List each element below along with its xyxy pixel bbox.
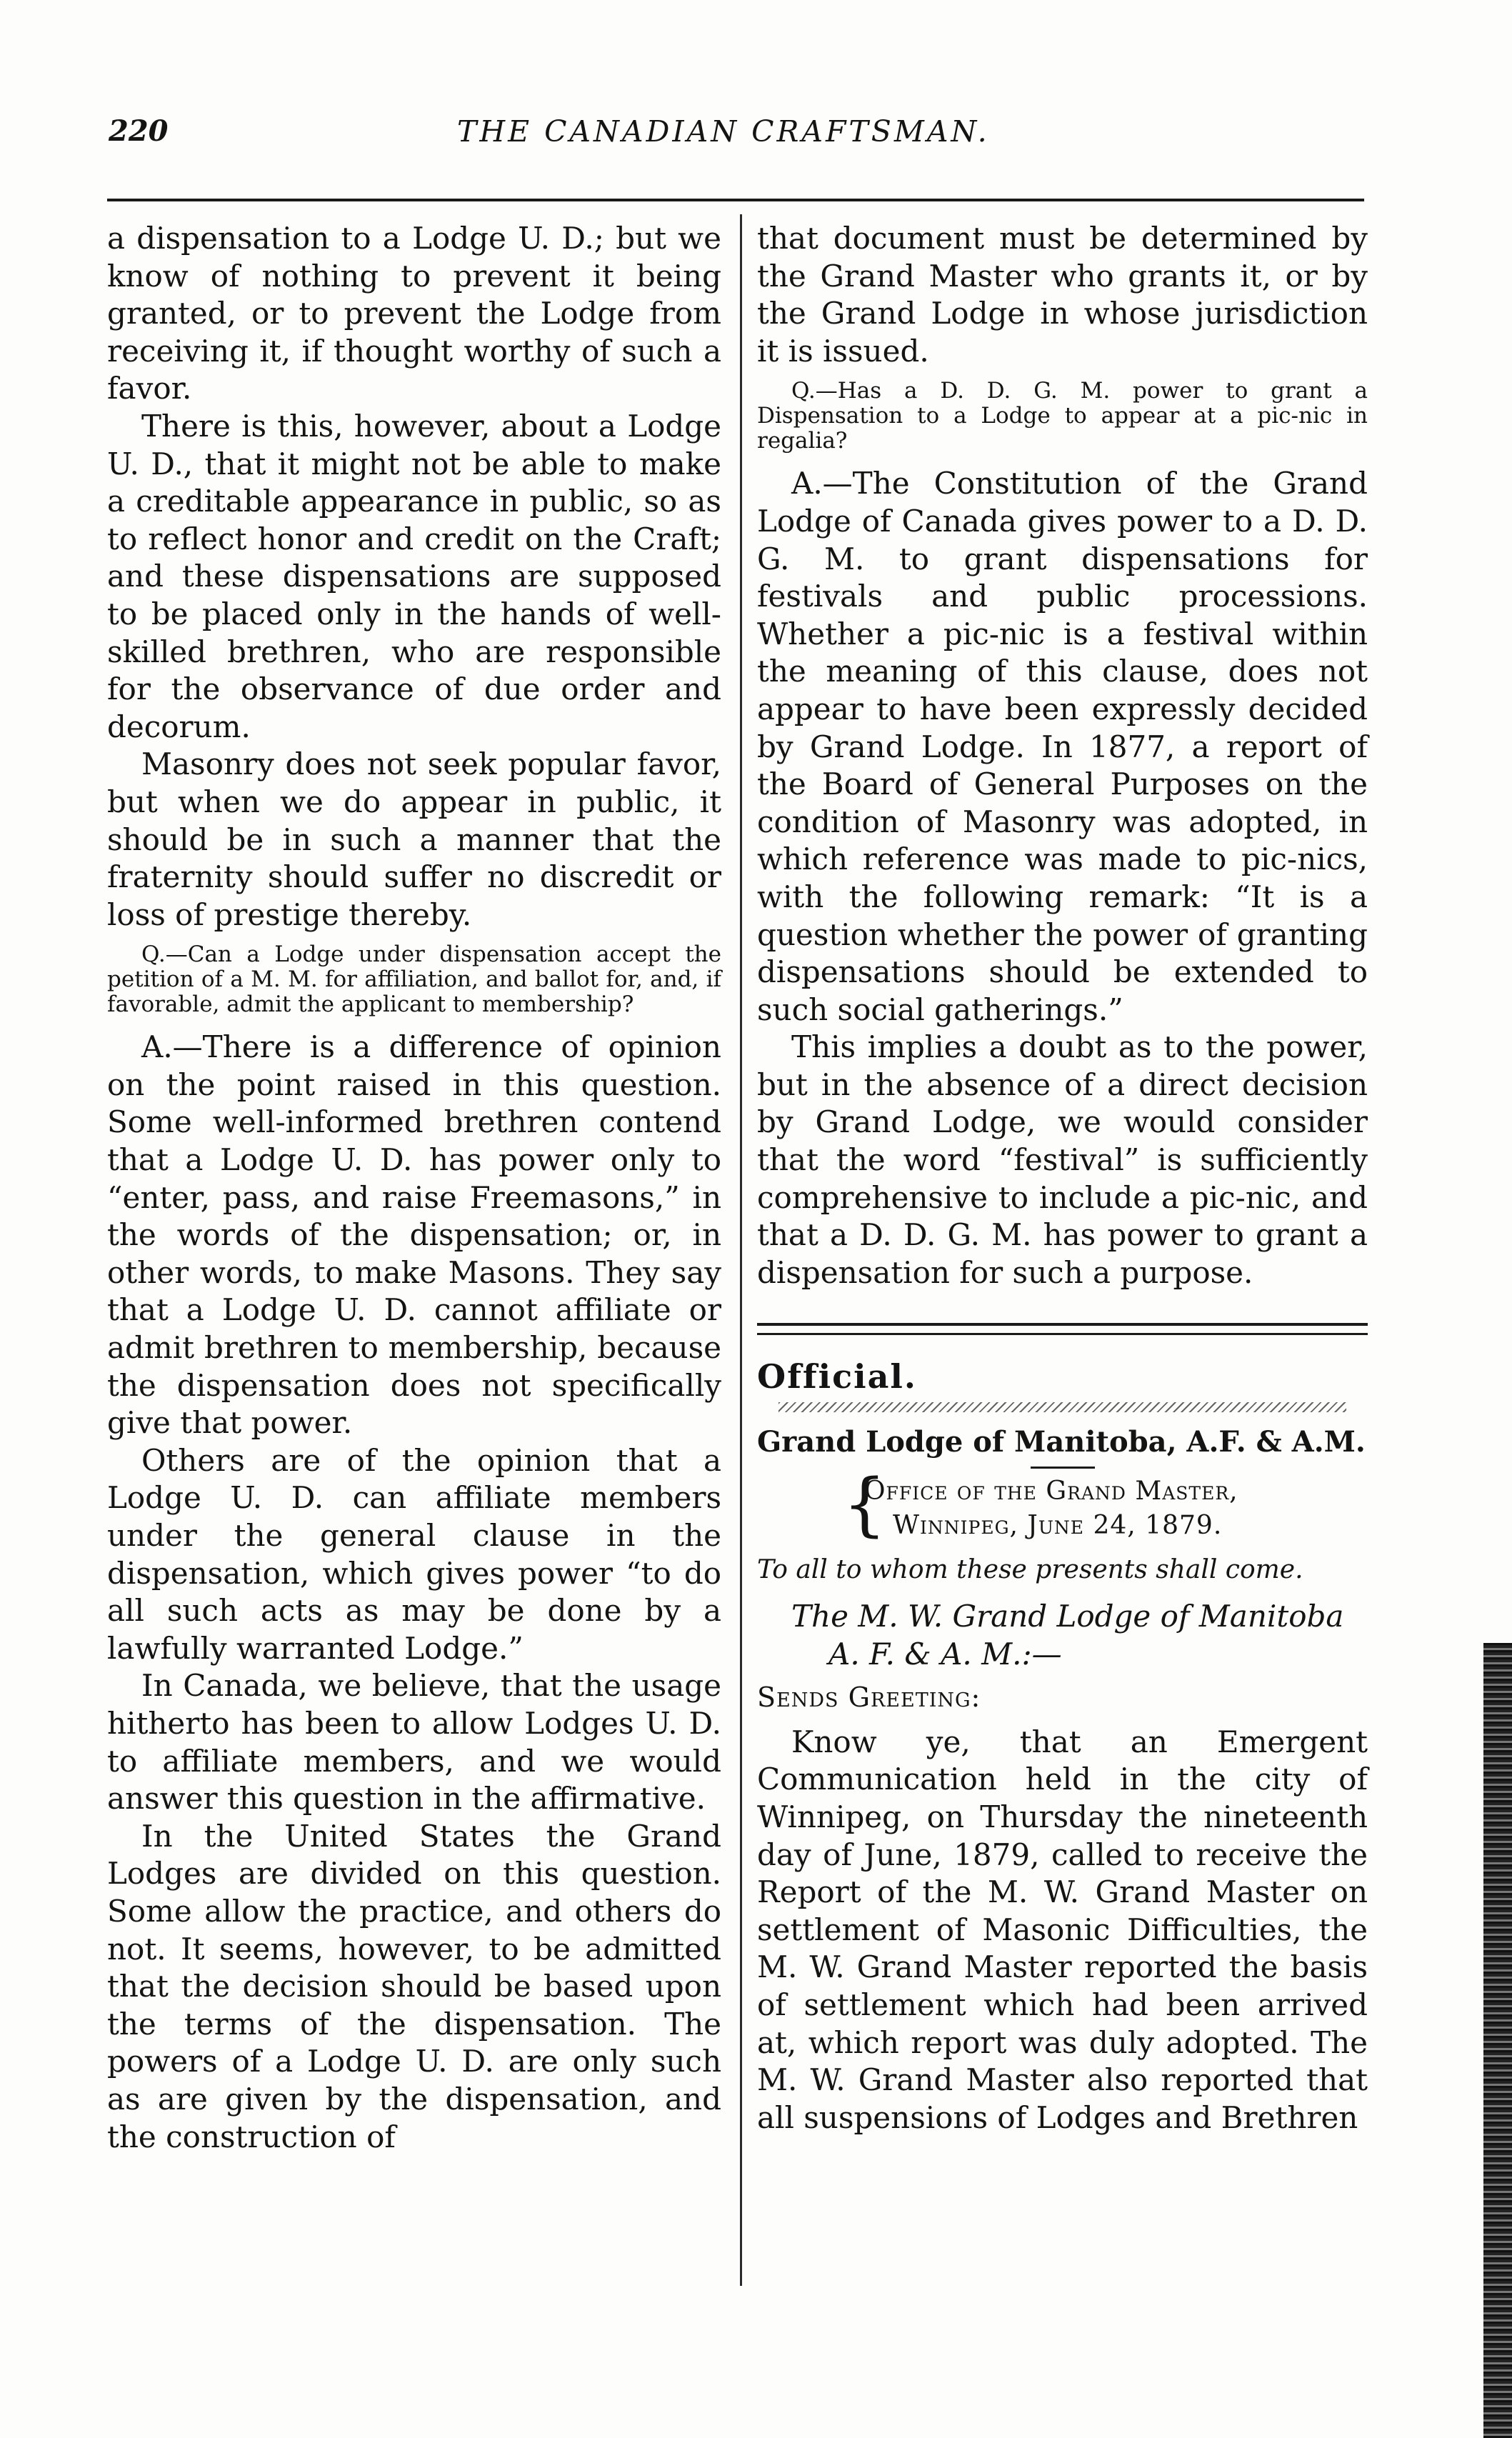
scan-edge-artifact xyxy=(1483,1643,1512,2438)
column-divider xyxy=(740,214,742,2286)
salutation-line: The M. W. Grand Lodge of Manitoba xyxy=(791,1599,1344,1634)
paragraph: There is this, however, about a Lodge U. D., that it might not be able to make a creditable appearance in public, so as to reflect honor and credit on the Craft; and these dispensations are supposed to be placed only in the hands of well-skilled brethren, who are responsible for the observance of due order and decorum. xyxy=(107,408,721,744)
brace-icon: { xyxy=(843,1464,887,1545)
date-line: Winnipeg, June 24, 1879. xyxy=(893,1511,1223,1541)
answer-paragraph: A.—There is a difference of opinion on the point raised in this question. Some well-informed brethren contend that a Lodge U. D. has power only to “enter, pass, and raise Freemasons,” in the words of the dispensation; or, in other words, to make Masons. They say that a Lodge U. D. cannot affiliate or admit brethren to membership, because the dispensation does not specifically give that power. xyxy=(107,1029,721,1441)
paragraph: Others are of the opinion that a Lodge U. D. can affiliate members under the general clause in the dispensation, which gives power “to do all such acts as may be done by a lawfully warranted Lodge.” xyxy=(107,1442,721,1666)
official-heading: Official. xyxy=(757,1357,917,1397)
running-title: THE CANADIAN CRAFTSMAN. xyxy=(457,114,990,149)
running-header xyxy=(0,114,1512,164)
right-column xyxy=(757,220,1368,2137)
paragraph: In the United States the Grand Lodges are divided on this question. Some allow the practice, and others do not. It seems, however, to be admitted that the decision should be based upon the terms of the dispensation. The powers of a Lodge U. D. are only such as are given by the dispensation, and the construction of xyxy=(107,1818,721,2154)
office-block xyxy=(757,1464,1368,1545)
paragraph: Masonry does not seek popular favor, but when we do appear in public, it should be in such a manner that the fraternity should suffer no discredit or loss of prestige thereby. xyxy=(107,746,721,932)
header-rule xyxy=(107,199,1364,201)
proclamation-paragraph: Know ye, that an Emergent Communication held in the city of Winnipeg, on Thursday the nineteenth day of June, 1879, called to receive the Report of the M. W. Grand Master on settlement of Masonic Difficulties, the M. W. Grand Master reported the basis of settlement which had been arrived at, which report was duly adopted. The M. W. Grand Master also reported that all suspensions of Lodges and Brethren xyxy=(757,1724,1368,2135)
office-line: Office of the Grand Master, xyxy=(864,1477,1238,1507)
paragraph: This implies a doubt as to the power, but in the absence of a direct decision by Grand Lodge, we would consider that the word “festival” is sufficiently comprehensive to include a pic-nic, and that a D. D. G. M. has power to grant a dispensation for such a purpose. xyxy=(757,1029,1368,1290)
grand-lodge-title: Grand Lodge of Manitoba, A.F. & A.M. xyxy=(757,1425,1366,1459)
paragraph: a dispensation to a Lodge U. D.; but we know of nothing to prevent it being granted, or to prevent the Lodge from receiving it, if thought worthy of such a favor. xyxy=(107,221,721,406)
section-double-rule xyxy=(757,1323,1368,1335)
paragraph: In Canada, we believe, that the usage hitherto has been to allow Lodges U. D. to affiliate members, and we would answer this question in the affirmative. xyxy=(107,1668,721,1817)
answer-paragraph: A.—The Constitution of the Grand Lodge of Canada gives power to a D. D. G. M. to grant dispensations for festivals and public processions. Whether a pic-nic is a festival within the meaning of this clause, does not appear to have been expressly decided by Grand Lodge. In 1877, a report of the Board of General Purposes on the condition of Masonry was adopted, in which reference was made to pic-nics, with the following remark: “It is a question whether the power of granting dispensations should be extended to such social gatherings.” xyxy=(757,466,1368,1027)
question-paragraph: Q.—Has a D. D. G. M. power to grant a Dispensation to a Lodge to appear at a pic-nic in regalia? xyxy=(757,378,1368,454)
sends-greeting: Sends Greeting: xyxy=(757,1682,981,1714)
salutation-line-2: A. F. & A. M.:— xyxy=(828,1636,1062,1672)
address-line: To all to whom these presents shall come. xyxy=(757,1555,1303,1585)
wavy-rule xyxy=(778,1402,1346,1412)
paragraph: that document must be determined by the Grand Master who grants it, or by the Grand Lodge in whose jurisdiction it is issued. xyxy=(757,221,1368,369)
short-rule xyxy=(1031,1467,1095,1469)
page-number: 220 xyxy=(109,114,169,148)
question-paragraph: Q.—Can a Lodge under dispensation accept the petition of a M. M. for affiliation, and ballot for, and, if favorable, admit the applicant to membership? xyxy=(107,941,721,1018)
left-column xyxy=(107,220,721,2156)
